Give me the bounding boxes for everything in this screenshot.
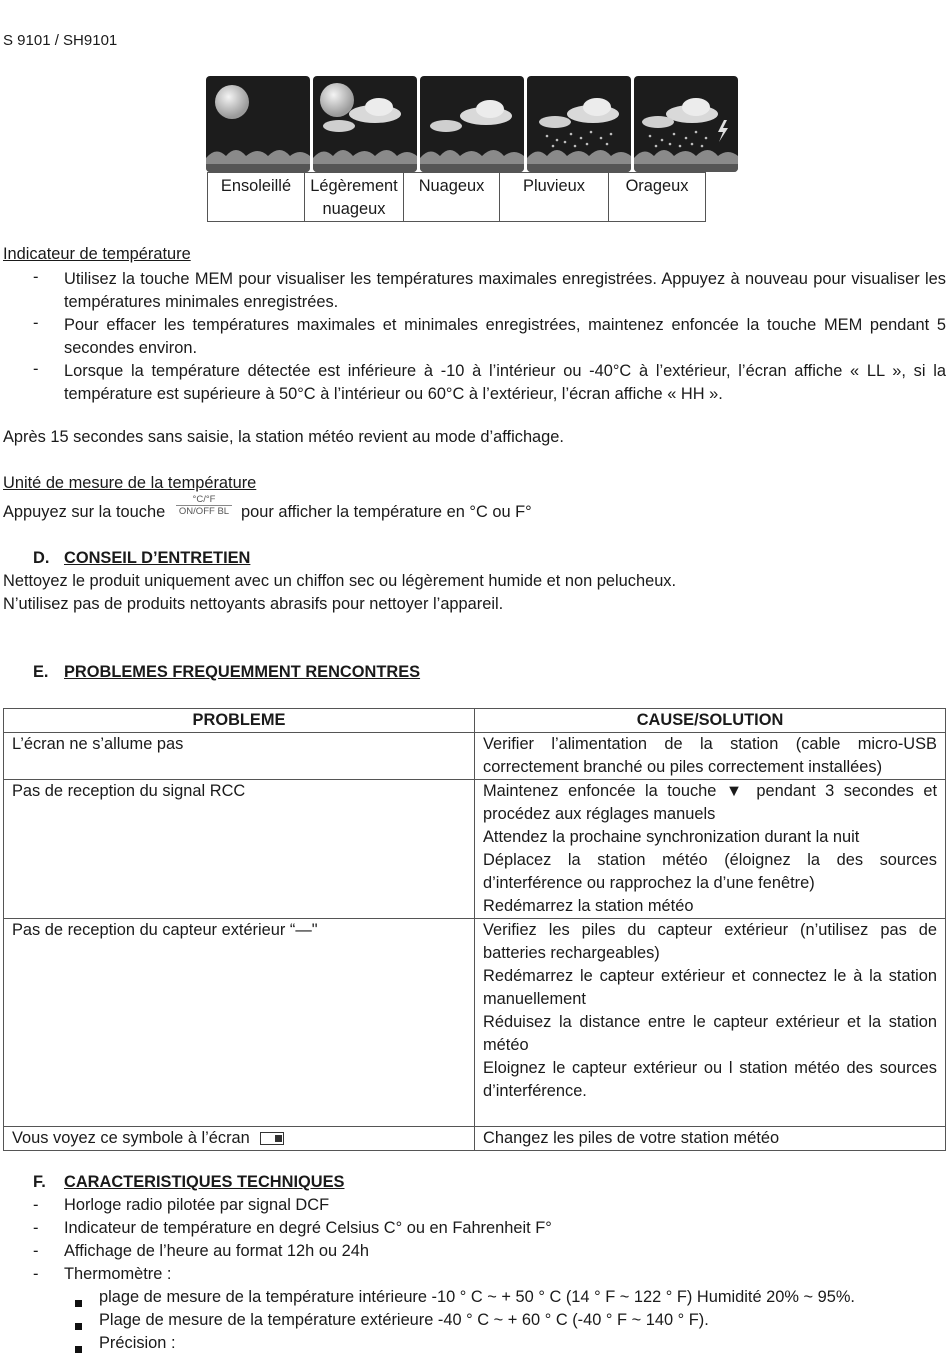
table-row	[4, 733, 946, 780]
unit-key-icon	[176, 494, 232, 517]
bullet-dash: -	[33, 268, 39, 286]
table-row	[4, 780, 946, 919]
bullet-dash: -	[33, 1265, 39, 1283]
sun-cloud-icon	[313, 76, 417, 172]
unit-key-top-label: °C/°F	[192, 494, 216, 505]
spec-item: Affichage de l’heure au format 12h ou 24h	[64, 1242, 369, 1260]
spec-item: Horloge radio pilotée par signal DCF	[64, 1196, 330, 1214]
bullet-dash: -	[33, 1242, 39, 1260]
solution-line: Maintenez enfoncée la touche ▼ pendant 3 secondes et procédez aux réglages manuels	[483, 782, 937, 823]
solution-line: Verifiez les piles du capteur extérieur (n’utilisez pas de batteries rechargeables)	[483, 921, 937, 962]
weather-label-sunny: Ensoleillé	[208, 173, 305, 222]
column-header-solution: CAUSE/SOLUTION	[475, 709, 946, 733]
rain-icon	[527, 76, 631, 172]
maintenance-line-2: N’utilisez pas de produits nettoyants abrasifs pour nettoyer l’appareil.	[3, 595, 504, 613]
spec-item: Thermomètre :	[64, 1265, 172, 1283]
solution-cell	[475, 919, 946, 1127]
problem-cell: L’écran ne s’allume pas	[4, 733, 475, 780]
solution-cell	[475, 780, 946, 919]
section-heading-temperature: Indicateur de température	[3, 245, 191, 263]
unit-instruction-before: Appuyez sur la touche	[3, 503, 166, 521]
square-bullet-icon	[75, 1316, 82, 1335]
sun-icon	[206, 76, 310, 172]
unit-key-bottom-label: ON/OFF BL	[176, 505, 232, 517]
problem-text: Vous voyez ce symbole à l’écran	[12, 1129, 250, 1147]
section-letter-f: F.	[33, 1173, 46, 1191]
timeout-note: Après 15 secondes sans saisie, la station météo revient au mode d’affichage.	[3, 428, 564, 446]
weather-label-partly-cloudy: Légèrement nuageux	[305, 173, 404, 222]
storm-icon	[634, 76, 738, 172]
weather-label-rainy: Pluvieux	[500, 173, 609, 222]
battery-low-icon	[260, 1132, 284, 1145]
weather-label-stormy: Orageux	[609, 173, 706, 222]
table-row	[4, 1127, 946, 1151]
column-header-problem: PROBLEME	[4, 709, 475, 733]
bullet-dash: -	[33, 1196, 39, 1214]
solution-line: Eloignez le capteur extérieur ou l station météo des sources d’interférence.	[483, 1059, 937, 1100]
section-heading-maintenance: CONSEIL D’ENTRETIEN	[64, 549, 251, 567]
square-bullet-icon	[75, 1339, 82, 1358]
problem-cell: Pas de reception du capteur extérieur “—"	[4, 919, 475, 1127]
temp-item-3: Lorsque la température détectée est inférieure à -10 à l’intérieur ou -40°C à l’extérieur, l’écran affiche « LL », si la température est supérieure à 50°C à l’intérieur ou 60°C à l’extérieur, l’écran affiche « HH ».	[64, 362, 946, 403]
solution-line: Attendez la prochaine synchronization durant la nuit	[483, 828, 860, 846]
weather-icon-strip	[206, 76, 739, 172]
section-letter-d: D.	[33, 549, 50, 567]
weather-label-cloudy: Nuageux	[404, 173, 500, 222]
spec-item: Indicateur de température en degré Celsius C° ou en Fahrenheit F°	[64, 1219, 552, 1237]
table-row	[4, 919, 946, 1127]
bullet-dash: -	[33, 1219, 39, 1237]
unit-instruction-after: pour afficher la température en °C ou F°	[241, 503, 532, 521]
document-header: S 9101 / SH9101	[3, 32, 118, 49]
spec-sub-item: plage de mesure de la température intérieure -10 ° C ~ + 50 ° C (14 ° F ~ 122 ° F) Humidité 20% ~ 95%.	[99, 1288, 855, 1306]
spec-sub-item: Plage de mesure de la température extérieure -40 ° C ~ + 60 ° C (-40 ° F ~ 140 ° F).	[99, 1311, 709, 1329]
solution-line: Déplacez la station météo (éloignez la des sources d’interférence ou rapprochez la d’une fenêtre)	[483, 851, 937, 892]
solution-cell: Verifier l’alimentation de la station (cable micro-USB correctement branché ou piles correctement installées)	[475, 733, 946, 780]
maintenance-line-1: Nettoyez le produit uniquement avec un chiffon sec ou légèrement humide et non pelucheux.	[3, 572, 677, 590]
cloud-icon	[420, 76, 524, 172]
solution-cell: Changez les piles de votre station météo	[475, 1127, 946, 1151]
solution-line: Réduisez la distance entre le capteur extérieur et la station météo	[483, 1013, 937, 1054]
bullet-dash: -	[33, 360, 39, 378]
section-heading-unit: Unité de mesure de la température	[3, 474, 257, 492]
square-bullet-icon	[75, 1293, 82, 1312]
problem-cell	[4, 1127, 475, 1151]
problem-cell: Pas de reception du signal RCC	[4, 780, 475, 919]
section-heading-problems: PROBLEMES FREQUEMMENT RENCONTRES	[64, 663, 421, 681]
solution-line: Redémarrez la station météo	[483, 897, 694, 915]
weather-labels-table	[207, 172, 706, 222]
section-heading-specs: CARACTERISTIQUES TECHNIQUES	[64, 1173, 345, 1191]
solution-line: Redémarrez le capteur extérieur et connectez le à la station manuellement	[483, 967, 937, 1008]
problems-table	[3, 708, 946, 1151]
bullet-dash: -	[33, 314, 39, 332]
temp-item-1: Utilisez la touche MEM pour visualiser les températures maximales enregistrées. Appuyez à nouveau pour visualiser les températures minimales enregistrées.	[64, 270, 946, 311]
spec-sub-item: Précision :	[99, 1334, 176, 1352]
temp-item-2: Pour effacer les températures maximales et minimales enregistrées, maintenez enfoncée la touche MEM pendant 5 secondes environ.	[64, 316, 946, 357]
section-letter-e: E.	[33, 663, 49, 681]
